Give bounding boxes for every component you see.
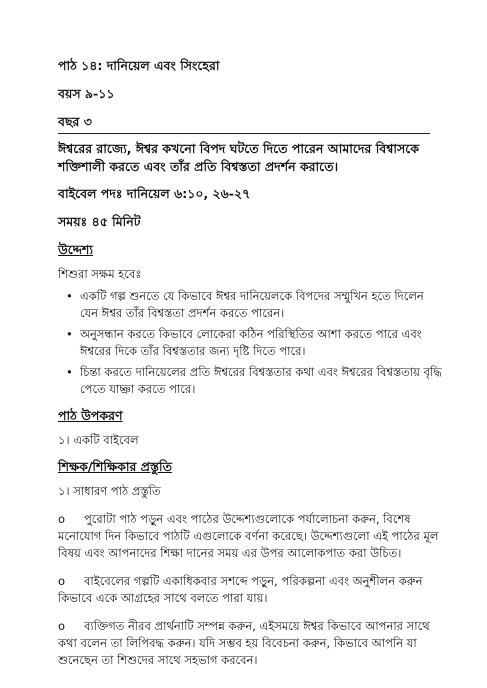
prep-item (58, 573, 443, 607)
objective-text: অনুসন্ধান করতে কিভাবে লোকেরা কঠিন পরিস্থিতির আশা করতে পারে এবং ঈশ্বরের দিকে তাঁর বিশ্বস্ততার জন্য দৃষ্টি দিতে পারে। (80, 327, 422, 358)
objectives-list (58, 288, 443, 398)
lesson-time: সময়ঃ ৪৫ মিনিট (58, 214, 141, 229)
materials-heading: পাঠ উপকরণ (58, 408, 123, 423)
divider (58, 133, 430, 134)
prep-item (58, 618, 443, 669)
bullet-icon: • (66, 365, 73, 379)
objectives-heading: উদ্দেশ্য (58, 242, 94, 257)
list-item (66, 364, 443, 398)
prep-item (58, 511, 443, 562)
objectives-intro: শিশুরা সক্ষম হবেঃ (58, 267, 142, 281)
teacher-prep-subheading: ১। সাধারণ পাঠ প্রস্তুতি (58, 484, 161, 498)
objective-text: চিন্তা করতে দানিয়েলের প্রতি ঈশ্বরের বিশ্বস্ততার কথা এবং ঈশ্বরের বিশ্বস্ততায় বৃদ্ধি পেতে যাচ্ঞা করতে পারে। (80, 365, 442, 396)
prep-text: ব্যক্তিগত নীরব প্রার্থনাটি সম্পন্ন করুন, এইসময়ে ঈশ্বর কিভাবে আপনার সাথে কথা বলেন তা লিপিবদ্ধ করুন। যদি সম্ভব হয় বিবেচনা করুন, কিভাবে আপনি যা শুনেছেন তা শিশুদের সাথে সহভাগ করবেন। (58, 619, 430, 667)
list-item (66, 326, 443, 360)
lesson-theme: ঈশ্বরের রাজ্যে, ঈশ্বর কখনো বিপদ ঘটতে দিতে পারেন আমাদের বিশ্বাসকে শক্তিশালী করতে এবং তাঁর প্রতি বিশ্বস্ততা প্রদর্শন করাতে। (58, 141, 420, 174)
circle-bullet-icon: o (58, 574, 66, 588)
circle-bullet-icon: o (58, 512, 66, 526)
bullet-icon: • (66, 327, 73, 341)
prep-text: বাইবেলের গল্পটি একাধিকবার সশব্দে পড়ুন, পরিকল্পনা এবং অনুশীলন করুন কিভাবে একে আগ্রহের সাথে বলতে পারা যায়। (58, 574, 423, 605)
year-label: বছর ৩ (58, 114, 92, 129)
list-item (66, 288, 443, 322)
prep-text: পুরোটা পাঠ পড়ুন এবং পাঠের উদ্দেশ্যগুলোকে পর্যালোচনা করুন, বিশেষ মনোযোগ দিন কিভাবে পাঠটি এগুলোকে বর্ণনা করেছে। উদ্দেশ্যগুলো এই পাঠের মূল বিষয় এবং আপনাদের শিক্ষা দানের সময় এর উপর আলোকপাত করা উচিত। (58, 512, 439, 560)
bullet-icon: • (66, 289, 73, 303)
bible-verse: বাইবেল পদঃ দানিয়েল ৬:১০, ২৬-২৭ (58, 186, 251, 201)
age-range: বয়স ৯-১১ (58, 86, 115, 101)
materials-item: ১। একটি বাইবেল (58, 433, 139, 447)
teacher-prep-heading: শিক্ষক/শিক্ষিকার প্রস্তুতি (58, 459, 172, 474)
circle-bullet-icon: o (58, 619, 66, 633)
lesson-title: পাঠ ১৪: দানিয়েল এবং সিংহেরা (58, 58, 220, 73)
objective-text: একটি গল্প শুনতে যে কিভাবে ঈশ্বর দানিয়েলকে বিপদের সম্মুখিন হতে দিলেন যেন ঈশ্বর তাঁর বিশ্বস্ততা প্রদর্শন করতে পারেন। (80, 289, 424, 320)
